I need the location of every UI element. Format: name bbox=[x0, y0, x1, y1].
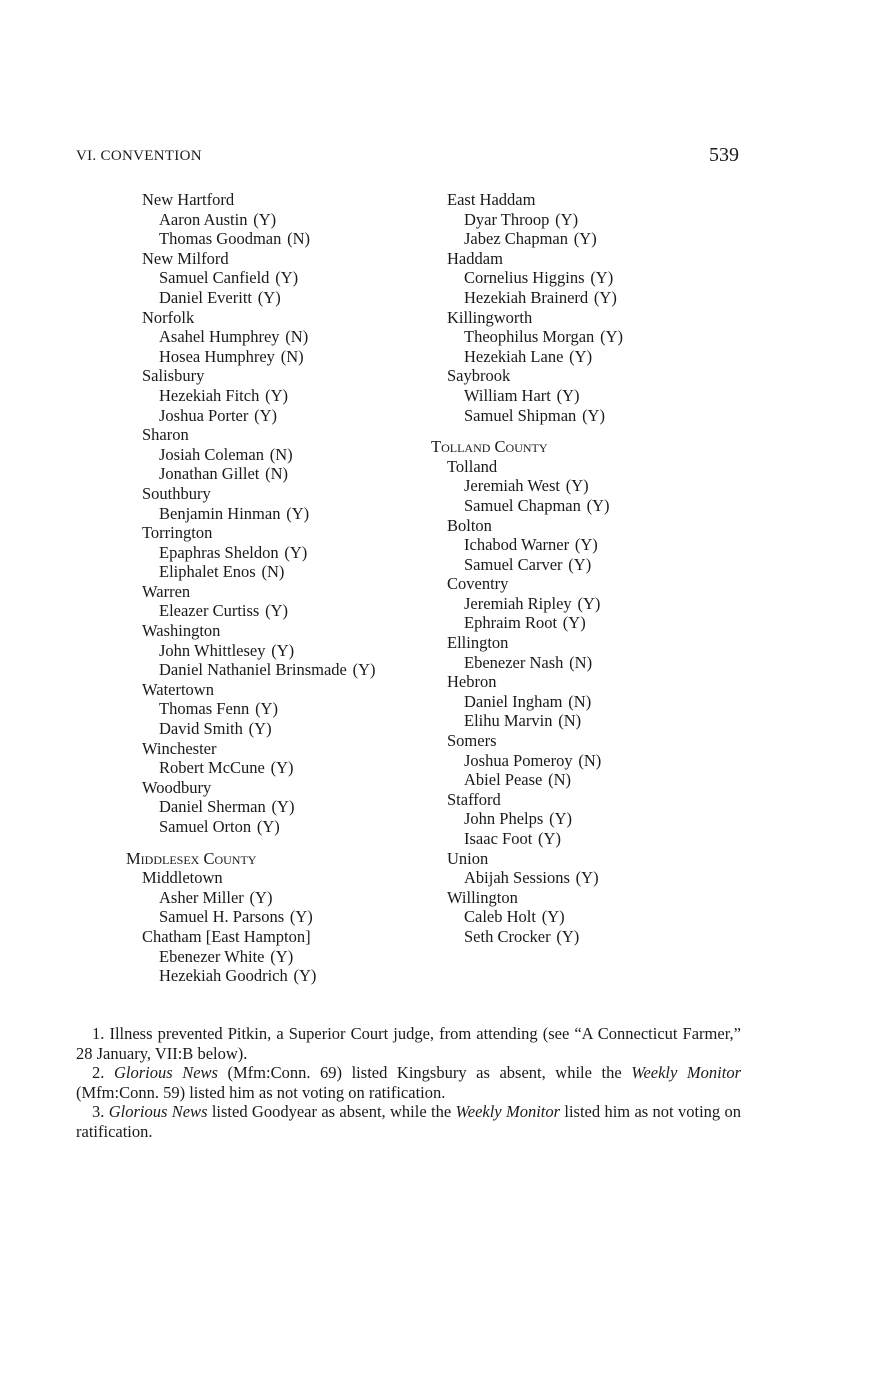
footnote-text: 3. bbox=[92, 1102, 109, 1121]
delegate-entry bbox=[126, 888, 426, 908]
town-name: Watertown bbox=[142, 679, 214, 699]
delegate-entry bbox=[126, 347, 426, 367]
vote-mark: (N) bbox=[280, 346, 304, 366]
italic-title: Glorious News bbox=[108, 1102, 208, 1121]
delegate-name: Samuel H. Parsons bbox=[159, 907, 285, 927]
delegate-name: Epaphras Sheldon bbox=[159, 542, 279, 562]
delegate-entry bbox=[431, 347, 691, 367]
delegate-entry bbox=[126, 797, 426, 817]
delegate-name: Daniel Ingham bbox=[464, 691, 563, 711]
town-name: Willington bbox=[447, 887, 518, 907]
delegate-entry bbox=[431, 496, 691, 516]
delegate-name: Ephraim Root bbox=[464, 613, 558, 633]
section-gap bbox=[126, 837, 426, 849]
delegate-name: Hezekiah Lane bbox=[464, 346, 564, 366]
vote-mark: (Y) bbox=[574, 535, 598, 555]
delegate-entry bbox=[431, 711, 691, 731]
delegate-name: Robert McCune bbox=[159, 758, 265, 778]
page-number: 539 bbox=[709, 144, 739, 166]
delegate-entry bbox=[126, 229, 426, 249]
vote-mark: (Y) bbox=[568, 554, 592, 574]
delegate-name: Hosea Humphrey bbox=[159, 346, 275, 366]
vote-mark: (Y) bbox=[538, 829, 561, 848]
delegate-name: Abiel Pease bbox=[464, 770, 543, 790]
town-name: Norfolk bbox=[142, 307, 195, 327]
vote-mark: (Y) bbox=[556, 926, 580, 946]
delegate-name: Ebenezer White bbox=[159, 946, 265, 966]
vote-mark: (N) bbox=[568, 691, 592, 711]
town-name: Somers bbox=[447, 731, 497, 751]
vote-mark: (Y) bbox=[575, 868, 599, 888]
vote-mark: (Y) bbox=[254, 405, 278, 425]
town-name: East Haddam bbox=[447, 190, 536, 209]
footnote-text: (Mfm:Conn. 59) listed him as not voting on ratification. bbox=[76, 1082, 446, 1102]
town-name: Chatham [East Hampton] bbox=[142, 926, 311, 946]
vote-mark: (Y) bbox=[293, 966, 317, 986]
town-name: Bolton bbox=[447, 515, 492, 535]
town-name: Winchester bbox=[142, 738, 217, 758]
vote-mark: (Y) bbox=[582, 405, 605, 425]
footnote-text: (Mfm:Conn. 69) listed Kingsbury as absent, while the bbox=[217, 1063, 632, 1082]
vote-mark: (N) bbox=[569, 652, 593, 672]
delegate-name: Ebenezer Nash bbox=[464, 652, 564, 672]
delegate-entry bbox=[126, 758, 426, 778]
vote-mark: (Y) bbox=[562, 613, 586, 633]
town-name: Warren bbox=[142, 581, 191, 601]
vote-mark: (Y) bbox=[271, 640, 295, 660]
town-name: Hebron bbox=[447, 672, 497, 692]
vote-mark: (Y) bbox=[248, 719, 272, 739]
town-name: Salisbury bbox=[142, 366, 205, 386]
delegate-entry bbox=[431, 927, 691, 947]
vote-mark: (Y) bbox=[555, 209, 579, 229]
delegate-name: Abijah Sessions bbox=[464, 868, 570, 888]
delegate-name: Theophilus Morgan bbox=[464, 327, 595, 347]
delegate-entry bbox=[431, 653, 691, 673]
delegate-entry bbox=[431, 229, 691, 249]
vote-mark: (Y) bbox=[289, 907, 313, 927]
vote-mark: (Y) bbox=[600, 327, 623, 347]
delegate-name: Caleb Holt bbox=[464, 907, 536, 927]
delegate-entry bbox=[126, 543, 426, 563]
town-name: New Hartford bbox=[142, 190, 235, 209]
footnotes bbox=[76, 1024, 741, 1141]
vote-mark: (Y) bbox=[549, 809, 572, 829]
delegate-entry bbox=[126, 464, 426, 484]
delegate-entry bbox=[431, 613, 691, 633]
delegate-entry bbox=[431, 406, 691, 426]
delegate-entry bbox=[431, 268, 691, 288]
right-column bbox=[431, 190, 691, 947]
town-name: Stafford bbox=[447, 789, 501, 809]
delegate-name: Asher Miller bbox=[159, 887, 244, 907]
vote-mark: (Y) bbox=[249, 887, 273, 907]
vote-mark: (N) bbox=[548, 770, 572, 790]
delegate-name: John Whittlesey bbox=[159, 640, 266, 660]
delegate-name: Samuel Carver bbox=[464, 554, 563, 574]
delegate-name: David Smith bbox=[159, 719, 243, 739]
vote-mark: (Y) bbox=[352, 660, 376, 680]
delegate-entry bbox=[431, 770, 691, 790]
footnote bbox=[76, 1024, 741, 1063]
delegate-entry bbox=[126, 445, 426, 465]
town-name: Woodbury bbox=[142, 777, 212, 797]
delegate-entry bbox=[431, 555, 691, 575]
vote-mark: (Y) bbox=[590, 268, 614, 288]
vote-mark: (Y) bbox=[257, 287, 281, 307]
delegate-entry bbox=[431, 809, 691, 829]
delegate-entry bbox=[126, 907, 426, 927]
vote-mark: (Y) bbox=[286, 503, 310, 523]
delegate-name: Samuel Shipman bbox=[464, 405, 577, 425]
town-name: Washington bbox=[142, 621, 221, 641]
delegate-name: Josiah Coleman bbox=[159, 444, 264, 464]
delegate-name: Hezekiah Fitch bbox=[159, 385, 260, 405]
delegate-entry bbox=[431, 386, 691, 406]
delegate-name: Joshua Pomeroy bbox=[464, 750, 573, 770]
delegate-entry bbox=[126, 288, 426, 308]
delegate-entry bbox=[126, 562, 426, 582]
vote-mark: (Y) bbox=[569, 346, 593, 366]
town-name: Ellington bbox=[447, 633, 509, 653]
delegate-entry bbox=[126, 504, 426, 524]
vote-mark: (Y) bbox=[565, 476, 589, 496]
town-name: Tolland bbox=[447, 456, 498, 476]
delegate-name: Asahel Humphrey bbox=[159, 327, 280, 347]
delegate-name: Jeremiah Ripley bbox=[464, 593, 572, 613]
footnote-text: listed Goodyear as absent, while the bbox=[207, 1102, 456, 1121]
delegate-name: Jeremiah West bbox=[464, 476, 560, 496]
town-name: Killingworth bbox=[447, 307, 533, 327]
delegate-entry bbox=[431, 594, 691, 614]
vote-mark: (Y) bbox=[541, 907, 565, 927]
delegate-name: Jonathan Gillet bbox=[159, 464, 260, 484]
delegate-entry bbox=[126, 699, 426, 719]
delegate-name: Daniel Nathaniel Brinsmade bbox=[159, 660, 347, 680]
delegate-name: Dyar Throop bbox=[464, 209, 550, 229]
vote-mark: (Y) bbox=[271, 797, 295, 817]
vote-mark: (Y) bbox=[593, 287, 617, 307]
delegate-entry bbox=[126, 817, 426, 837]
delegate-name: Hezekiah Goodrich bbox=[159, 966, 288, 986]
vote-mark: (N) bbox=[558, 711, 582, 731]
vote-mark: (Y) bbox=[253, 209, 277, 229]
county-heading: Tolland County bbox=[431, 437, 548, 457]
italic-title: Weekly Monitor bbox=[455, 1102, 561, 1121]
vote-mark: (Y) bbox=[265, 601, 289, 621]
vote-mark: (N) bbox=[578, 750, 602, 770]
vote-mark: (Y) bbox=[270, 758, 294, 778]
delegate-name: Isaac Foot bbox=[464, 829, 533, 848]
vote-mark: (N) bbox=[269, 444, 293, 464]
delegate-entry bbox=[431, 535, 691, 555]
delegate-name: William Hart bbox=[464, 385, 551, 405]
delegate-name: Thomas Fenn bbox=[159, 699, 250, 719]
delegate-entry bbox=[431, 829, 691, 849]
town-name: Coventry bbox=[447, 574, 509, 594]
italic-title: Weekly Monitor bbox=[631, 1063, 741, 1082]
delegate-entry bbox=[126, 268, 426, 288]
delegate-name: Jabez Chapman bbox=[464, 229, 569, 249]
delegate-entry bbox=[126, 966, 426, 986]
delegate-name: Joshua Porter bbox=[159, 405, 249, 425]
vote-mark: (Y) bbox=[255, 699, 278, 719]
vote-mark: (Y) bbox=[265, 385, 289, 405]
delegate-entry bbox=[126, 386, 426, 406]
vote-mark: (Y) bbox=[556, 385, 580, 405]
delegate-entry bbox=[431, 692, 691, 712]
delegate-name: Cornelius Higgins bbox=[464, 268, 585, 288]
delegate-name: Elihu Marvin bbox=[464, 711, 553, 731]
footnote bbox=[76, 1102, 741, 1141]
town-name: Saybrook bbox=[447, 366, 511, 386]
town-name: Torrington bbox=[142, 523, 213, 543]
delegate-name: Samuel Orton bbox=[159, 817, 252, 836]
delegate-entry bbox=[126, 601, 426, 621]
delegate-name: Benjamin Hinman bbox=[159, 503, 281, 523]
delegate-entry bbox=[431, 907, 691, 927]
delegate-name: Hezekiah Brainerd bbox=[464, 287, 589, 307]
delegate-entry bbox=[126, 327, 426, 347]
delegate-name: John Phelps bbox=[464, 809, 544, 829]
town-name: Sharon bbox=[142, 425, 189, 445]
vote-mark: (N) bbox=[287, 229, 311, 249]
delegate-name: Ichabod Warner bbox=[464, 535, 570, 555]
left-column bbox=[126, 190, 426, 986]
delegate-entry bbox=[126, 406, 426, 426]
delegate-entry bbox=[431, 476, 691, 496]
delegate-name: Eliphalet Enos bbox=[159, 562, 256, 582]
delegate-entry bbox=[126, 660, 426, 680]
footnote-text: listed him as not voting on ratification. bbox=[76, 1102, 741, 1141]
delegate-entry bbox=[431, 210, 691, 230]
town-name: New Milford bbox=[142, 248, 229, 268]
delegate-name: Aaron Austin bbox=[159, 209, 248, 229]
vote-mark: (N) bbox=[261, 562, 285, 582]
italic-title: Glorious News bbox=[113, 1063, 218, 1082]
footnote bbox=[76, 1063, 741, 1102]
delegate-name: Eleazer Curtiss bbox=[159, 601, 260, 621]
footnote-text: 2. bbox=[92, 1063, 114, 1082]
vote-mark: (Y) bbox=[256, 817, 280, 836]
delegate-entry bbox=[126, 210, 426, 230]
town-name: Middletown bbox=[142, 868, 223, 888]
delegate-name: Seth Crocker bbox=[464, 926, 551, 946]
town-name: Haddam bbox=[447, 248, 503, 268]
vote-mark: (Y) bbox=[284, 542, 308, 562]
town-name: Union bbox=[447, 848, 489, 868]
section-gap bbox=[431, 425, 691, 437]
vote-mark: (N) bbox=[285, 327, 309, 347]
running-head: VI. CONVENTION bbox=[76, 148, 202, 164]
vote-mark: (Y) bbox=[573, 229, 597, 249]
vote-mark: (Y) bbox=[577, 593, 601, 613]
delegate-entry bbox=[126, 947, 426, 967]
delegate-entry bbox=[126, 641, 426, 661]
delegate-entry bbox=[126, 719, 426, 739]
footnote-text: 1. Illness prevented Pitkin, a Superior Court judge, from attending (see “A Connecticut Farmer,” 28 January, VII:B below). bbox=[76, 1024, 741, 1063]
delegate-name: Thomas Goodman bbox=[159, 229, 282, 249]
delegate-entry bbox=[431, 327, 691, 347]
vote-mark: (N) bbox=[265, 464, 289, 484]
delegate-name: Daniel Everitt bbox=[159, 287, 253, 307]
delegate-name: Daniel Sherman bbox=[159, 797, 266, 817]
vote-mark: (Y) bbox=[275, 268, 299, 288]
county-heading: Middlesex County bbox=[126, 848, 257, 868]
delegate-entry bbox=[431, 288, 691, 308]
delegate-entry bbox=[431, 868, 691, 888]
town-name: Southbury bbox=[142, 483, 211, 503]
vote-mark: (Y) bbox=[270, 946, 294, 966]
delegate-name: Samuel Chapman bbox=[464, 495, 581, 515]
delegate-name: Samuel Canfield bbox=[159, 268, 270, 288]
delegate-entry bbox=[431, 751, 691, 771]
vote-mark: (Y) bbox=[586, 495, 610, 515]
